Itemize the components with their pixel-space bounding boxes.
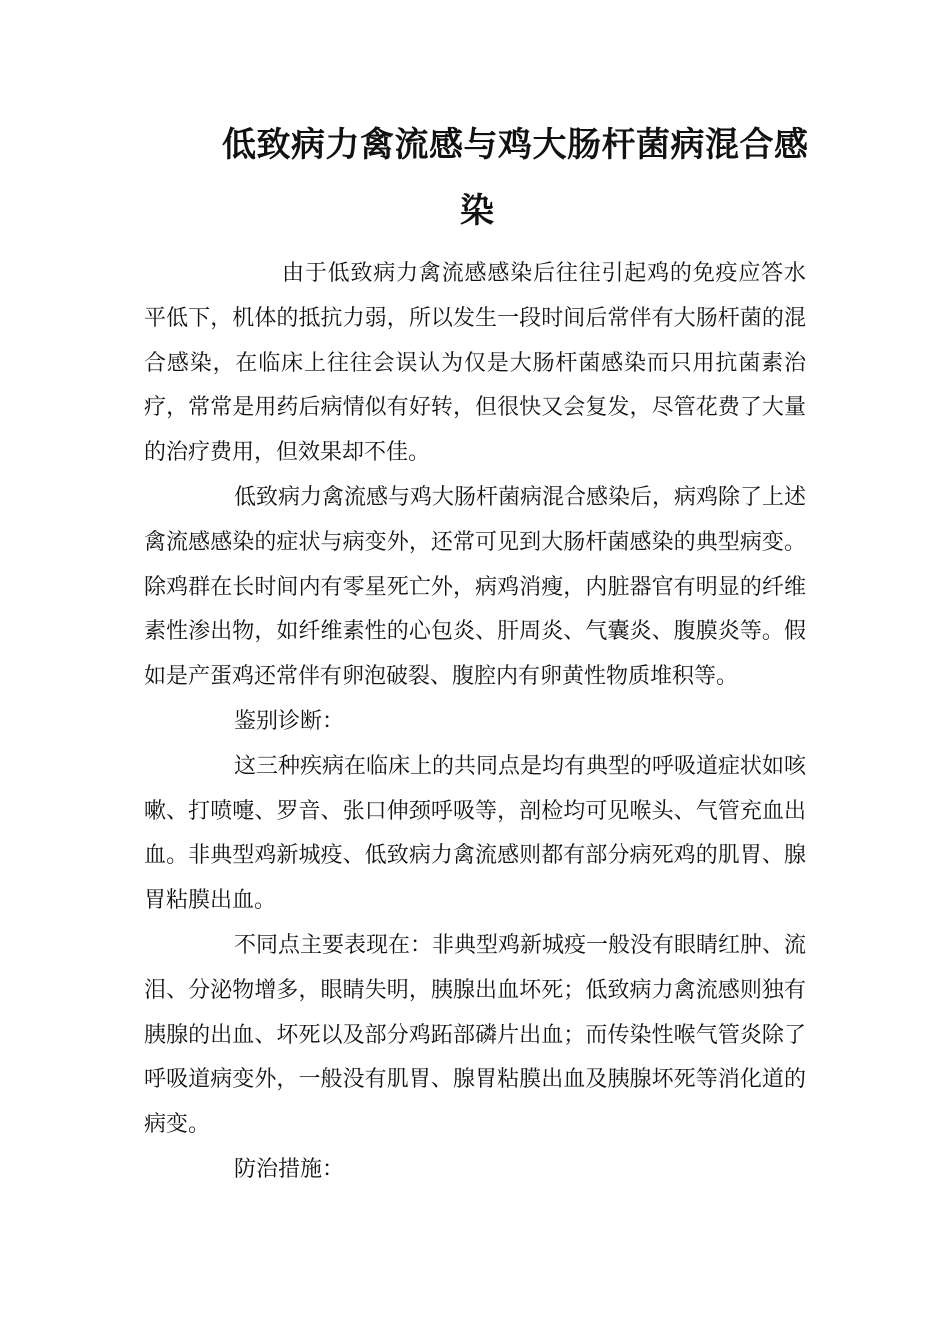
paragraph-common-points: 这三种疾病在临床上的共同点是均有典型的呼吸道症状如咳嗽、打喷嚏、罗音、张口伸颈呼吸等，剖检均可见喉头、气管充血出血。非典型鸡新城疫、低致病力禽流感则都有部分病死鸡的肌胃、腺胃粘膜出血。 xyxy=(144,753,807,914)
paragraph-intro: 由于低致病力禽流感感染后往往引起鸡的免疫应答水平低下，机体的抵抗力弱，所以发生一段时间后常伴有大肠杆菌的混合感染，在临床上往往会误认为仅是大肠杆菌感染而只用抗菌素治疗，常常是用药后病情似有好转，但很快又会复发，尽管花费了大量的治疗费用，但效果却不佳。 xyxy=(144,261,806,466)
document-title xyxy=(222,112,809,244)
title-line-1: 低致病力禽流感与鸡大肠杆菌病混合感 xyxy=(222,125,809,165)
section-heading-prevention: 防治措施： xyxy=(234,1156,345,1182)
paragraph-mixed-infection: 低致病力禽流感与鸡大肠杆菌病混合感染后，病鸡除了上述禽流感感染的症状与病变外，还常可见到大肠杆菌感染的典型病变。除鸡群在长时间内有零星死亡外，病鸡消瘦，内脏器官有明显的纤维素性渗出物，如纤维素性的心包炎、肝周炎、气囊炎、腹膜炎等。假如是产蛋鸡还常伴有卵泡破裂、腹腔内有卵黄性物质堆积等。 xyxy=(144,484,807,690)
paragraph-differences: 不同点主要表现在：非典型鸡新城疫一般没有眼睛红肿、流泪、分泌物增多，眼睛失明，胰腺出血坏死；低致病力禽流感则独有胰腺的出血、坏死以及部分鸡跖部磷片出血；而传染性喉气管炎除了呼吸道病变外，一般没有肌胃、腺胃粘膜出血及胰腺坏死等消化道的病变。 xyxy=(144,932,807,1138)
document-body xyxy=(144,252,806,1193)
section-heading-diagnosis: 鉴别诊断： xyxy=(234,708,345,734)
title-line-2: 染 xyxy=(460,191,495,231)
